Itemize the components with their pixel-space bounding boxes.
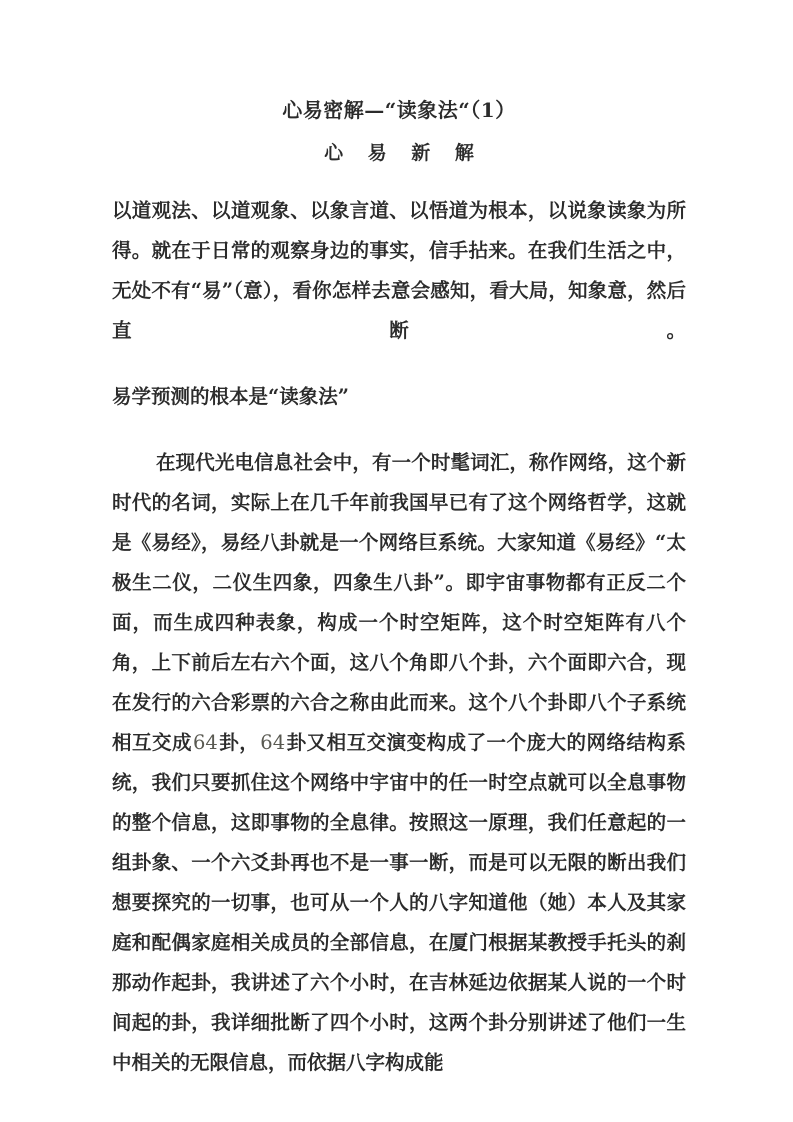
body-paragraph-segment-1: 在现代光电信息社会中，有一个时髦词汇，称作网络，这个新时代的名词，实际上在几千年前我国早已有了这个网络哲学，这就是《易经》，易经八卦就是一个网络巨系统。大家知道《易经》“太极生二仪，二仪生四象，四象生八卦”。即宇宙事物都有正反二个面，而生成四种表象，构成一个时空矩阵，这个时空矩阵有八个角，上下前后左右六个面，这八个角即八个卦，六个面即六合，现在发行的六合彩票的六合之称由此而来。这个八个卦即八个子系统相互交成: [112, 450, 686, 754]
hexagram-count-second: 64: [260, 730, 286, 754]
body-paragraph-segment-3: 卦又相互交演变构成了一个庞大的网络结构系统，我们只要抓住这个网络中宇宙中的任一时空点就可以全息事物的整个信息，这即事物的全息律。按照这一原理，我们任意起的一组卦象、一个六爻卦再也不是一事一断，而是可以无限的断出我们想要探究的一切事，也可从一个人的八字知道他（她）本人及其家庭和配偶家庭相关成员的全部信息，在厦门根据某教授手托头的刹那动作起卦，我讲述了六个小时，在吉林延边依据某人说的一个时间起的卦，我详细批断了四个小时，这两个卦分别讲述了他们一生中相关的无限信息，而依据八字构成能: [112, 730, 686, 1074]
body-paragraph: [112, 417, 686, 1083]
section-heading: 易学预测的根本是“读象法”: [112, 384, 349, 408]
body-paragraph-segment-2: 卦，: [218, 730, 260, 754]
document-content-column: [112, 0, 686, 1083]
document-title: 心易密解—“读象法“（1）: [282, 98, 516, 122]
intro-paragraph: 以道观法、以道观象、以象言道、以悟道为根本，以说象读象为所得。就在于日常的观察身边的事实，信手拈来。在我们生活之中，无处不有“易”（意），看你怎样去意会感知，看大局，知象意，然后直断。: [112, 198, 686, 342]
hexagram-count-first: 64: [192, 730, 218, 754]
document-subtitle: 心 易 新 解: [324, 142, 483, 164]
